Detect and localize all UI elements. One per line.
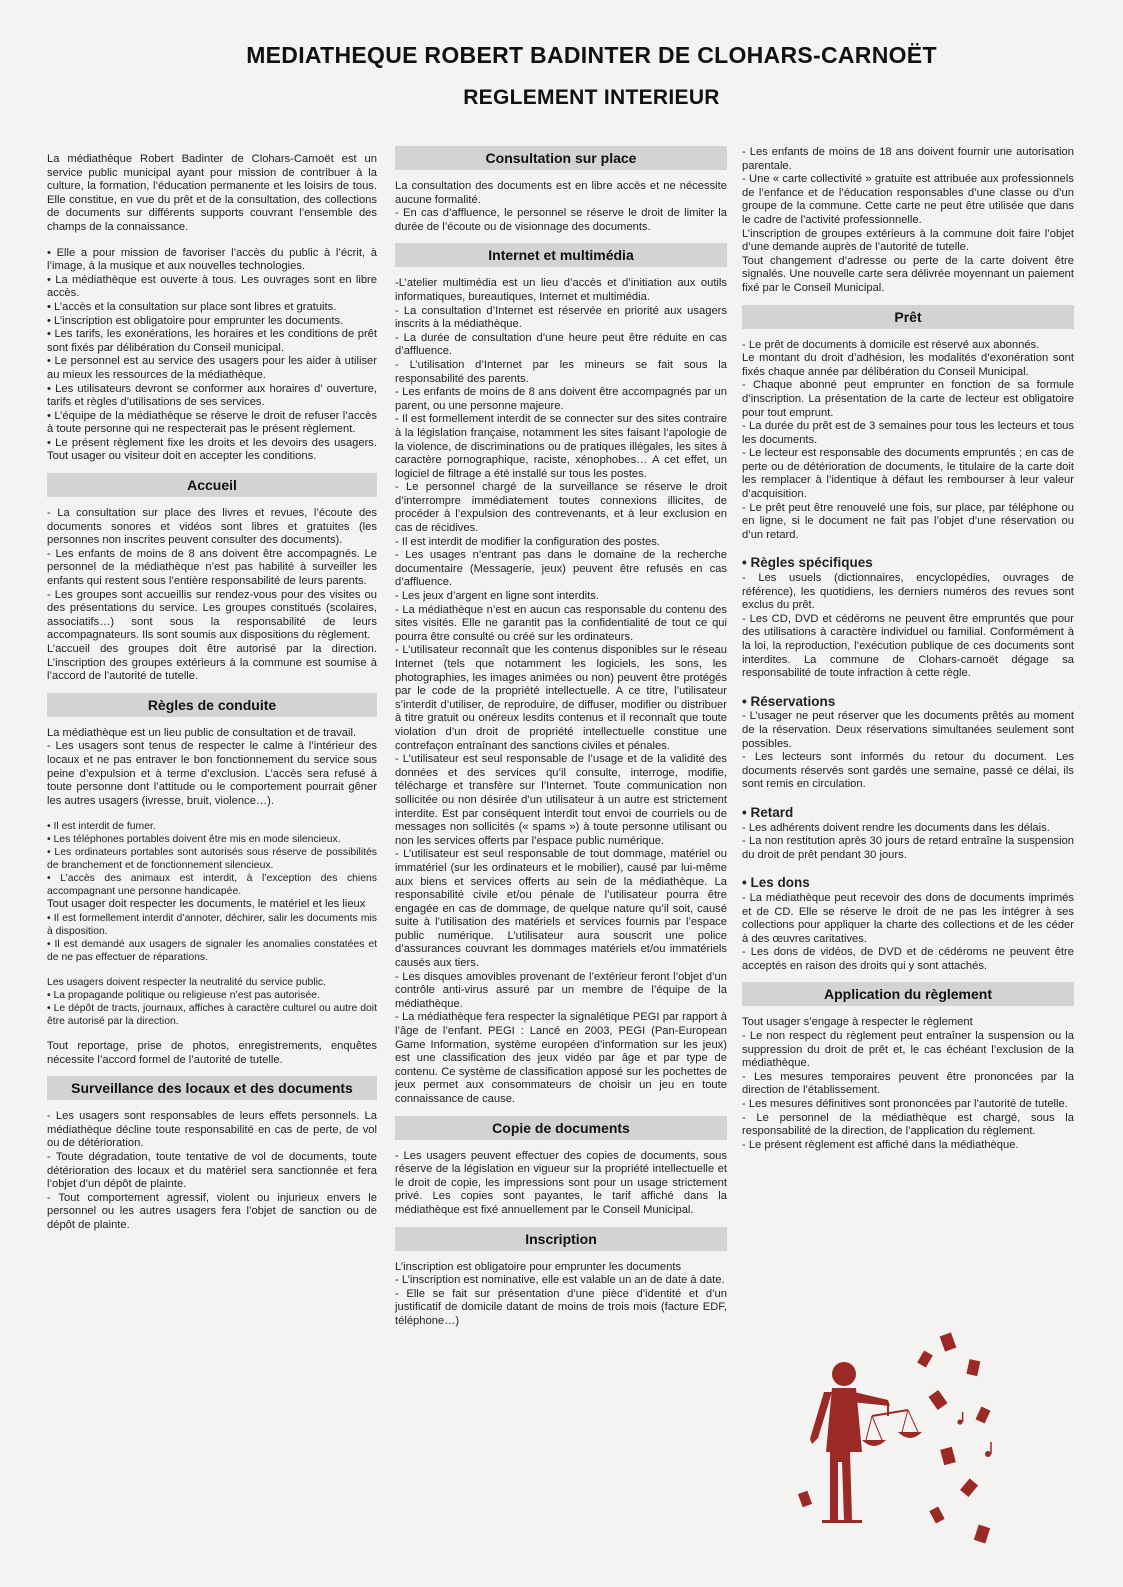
list-item: - Le non respect du règlement peut entraîner la suspension ou la suppression du droit de prêt et, le cas échéant l’exclusion de la médiathèque. — [742, 1030, 1074, 1070]
paragraph: La médiathèque est un lieu public de consultation et de travail. — [47, 726, 357, 739]
list-item: - La non restitution après 30 jours de retard entraîne la suspension du droit de prêt pendant 30 jours. — [742, 835, 1074, 861]
list-item: - Le prêt de documents à domicile est réservé aux abonnés. — [742, 338, 1040, 351]
section-heading-conduite: Règles de conduite — [47, 693, 377, 717]
list-item: - Le prêt peut être renouvelé une fois, sur place, par téléphone ou en ligne, si le document ne fait pas l’objet d’une réservation ou d’un retard. — [742, 501, 1074, 541]
list-item: - Les adhérents doivent rendre les documents dans les délais. — [742, 821, 1050, 834]
list-item: • Les ordinateurs portables sont autorisés sous réserve de possibilités de branchement et de fonctionnement silencieux. — [47, 847, 377, 872]
list-item: - Toute dégradation, toute tentative de vol de documents, toute détérioration des locaux et du matériel sera sanctionnée et fera l’objet d’un dépôt de plainte. — [47, 1150, 377, 1191]
list-item: • L’accès des animaux est interdit, à l’exception des chiens accompagnant une personne handicapée. — [47, 873, 377, 898]
intro-paragraph: La médiathèque Robert Badinter de Clohars-Carnoët est un service public municipal ayant pour mission de contribuer à la culture, la formation, l’éducation permanente et les loisirs de tous. Elle constitue, en vue du prêt et de la consultation, des collections de documents sur différents supports couvrant l’ensemble des champs de la connaissance. — [47, 153, 377, 233]
section-heading-pret: Prêt — [742, 305, 1074, 329]
subheading-reservations: • Réservations — [742, 693, 836, 709]
section-heading-internet: Internet et multimédia — [395, 243, 727, 267]
list-item: - Les CD, DVD et cédéroms ne peuvent être empruntés que pour des utilisations à caractère individuel ou familial. Conformément à la loi, la reproduction, l’exécution publique de ces documents sont interdites. La commune de Clohars-carnoët dégage sa responsabilité de toute infraction à cette règle. — [742, 612, 1074, 680]
list-item: - Les usuels (dictionnaires, encyclopédies, ouvrages de référence), les quotidiens, les derniers numéros des revues sont exclus du prêt. — [742, 572, 1074, 612]
paragraph: Tout usager doit respecter les documents, le matériel et les lieux — [47, 898, 366, 911]
list-item: - La consultation d’Internet est réservée en priorité aux usagers inscrits à la médiathèque. — [395, 304, 727, 331]
list-item: - Elle se fait sur présentation d’une pièce d’identité et d’un justificatif de domicile datant de moins de trois mois (facture EDF, téléphone…) — [395, 1287, 727, 1327]
list-item: - Il est interdit de modifier la configuration des postes. — [395, 535, 660, 548]
list-item: - L’utilisateur est seul responsable de tout dommage, matériel ou immatériel (sur les ordinateurs et le mobilier), causé par lui-même aux biens et services offerts au sein de la médiathèque. La responsabilité civile et/ou pénale de l’utilisateur pourra être engagée en cas de dommage, de quelque nature qu’il soit, causé suite à l’utilisation des matériels et services fournis par l’espace public numérique. L’utilisateur aura souscrit une police d’assurances couvrant les dommages matériels et/ou immatériels causés aux tiers. — [395, 848, 727, 970]
paragraph: Tout reportage, prise de photos, enregistrements, enquêtes nécessite l’accord formel de l’autorité de tutelle. — [47, 1039, 377, 1066]
paragraph: L’inscription de groupes extérieurs à la commune doit faire l’objet d’une demande auprès de l’autorité de tutelle. — [742, 227, 1074, 254]
list-item: - La consultation sur place des livres et revues, l’écoute des documents sonores et vidéos sont libres et gratuites (les personnes non inscrites peuvent consulter des documents). — [47, 507, 377, 547]
paragraph: Tout changement d’adresse ou perte de la carte doivent être signalés. Une nouvelle carte sera délivrée moyennant un paiement fixé par le Conseil Municipal. — [742, 254, 1074, 294]
list-item: - Le lecteur est responsable des documents empruntés ; en cas de perte ou de détérioration de documents, le titulaire de la carte doit les remplacer à l’identique à défaut les rembourser à leur valeur d’acquisition. — [742, 447, 1074, 501]
paragraph: Le montant du droit d’adhésion, les modalités d’exonération sont fixés chaque année par délibération du Conseil Municipal. — [742, 352, 1074, 378]
list-item: L’accueil des groupes doit être autorisé par la direction. L’inscription des groupes extérieurs à la commune est soumise à l’accord de l’autorité de tutelle. — [47, 643, 377, 683]
list-item: - Le personnel de la médiathèque est chargé, sous la responsabilité de la direction, de l’application du règlement. — [742, 1111, 1074, 1138]
list-item: - Les mesures temporaires peuvent être prononcées par la direction de l’établissement. — [742, 1070, 1074, 1097]
section-heading-accueil: Accueil — [47, 473, 377, 497]
list-item: - Les enfants de moins de 8 ans doivent être accompagnés par un parent, ou une personne majeure. — [395, 386, 727, 412]
list-item: • Les tarifs, les exonérations, les horaires et les conditions de prêt sont fixés par délibération du Conseil municipal. — [47, 328, 377, 354]
list-item: - Le personnel chargé de la surveillance se réserve le droit d’interrompre immédiatement toutes connexions illicites, de procéder à l’expulsion des contrevenants, et à leur exclusion en cas de récidives. — [395, 481, 727, 535]
paragraph: Les usagers doivent respecter la neutralité du service public. — [47, 976, 326, 988]
list-item: • Il est formellement interdit d’annoter, déchirer, salir les documents mis à disposition. — [47, 912, 377, 937]
list-item: • Il est demandé aux usagers de signaler les anomalies constatées et de ne pas effectuer de réparations. — [47, 938, 377, 963]
list-item: - Les lecteurs sont informés du retour du document. Les documents réservés sont gardés une semaine, passé ce délai, ils sont remis en circulation. — [742, 751, 1074, 791]
subheading-regles-specifiques: • Règles spécifiques — [742, 555, 873, 571]
section-heading-consultation: Consultation sur place — [395, 146, 727, 170]
list-item: - La médiathèque fera respecter la signalétique PEGI par rapport à l’âge de l’enfant. PEGI : Lancé en 2003, PEGI (Pan-European Game Information, système européen d’information sur les jeux) est une classification des jeux vidéo par âge et par type de contenu. Ce système de classification apposé sur les pochettes de jeux permet aux consommateurs de choisir un jeu en toute connaissance de cause. — [395, 1011, 727, 1105]
list-item: • Le présent règlement fixe les droits et les devoirs des usagers. Tout usager ou visiteur doit en accepter les conditions. — [47, 436, 377, 463]
column-1 — [47, 153, 377, 1232]
list-item: - Les dons de vidéos, de DVD et de cédéroms ne peuvent être acceptés en raison des droits qui y sont attachés. — [742, 946, 1074, 972]
list-item: - Les groupes sont accueillis sur rendez-vous pour des visites ou des présentations du service. Les groupes constitués (scolaires, associatifs…) sont sous la responsabilité de leurs accompagnateurs. Ils sont soumis aux dispositions du règlement. — [47, 588, 377, 642]
list-item: - L’utilisateur reconnaît que les contenus disponibles sur le réseau Internet (tels que notamment les logiciels, les sons, les photographies, les images animées ou non) peuvent être protégés par le code de la propriété intellectuelle. A ce titre, l’utilisateur s’interdit d’utiliser, de reproduire, de diffuser, modifier ou distribuer à titre gratuit ou onéreux lesdits contenus et il reconnaît que toute violation d’un droit de propriété intellectuelle constitue une contrefaçon entraînant des sanctions civiles et pénales. — [395, 644, 727, 752]
list-item: - Les usagers sont tenus de respecter le calme à l’intérieur des locaux et ne pas entraver le bon fonctionnement du service sous peine d’expulsion et à terme d’exclusion. L’accès sera refusé à toute personne dont l’attitude ou le comportement pourrait gêner les autres usagers (ivresse, bruit, violence…). — [47, 740, 377, 807]
list-item: - Les usages n’entrant pas dans le domaine de la recherche documentaire (Messagerie, jeux) peuvent être refusés en cas d’affluence. — [395, 549, 727, 589]
list-item: • Elle a pour mission de favoriser l’accès du public à l’écrit, à l’image, à la musique et aux nouvelles technologies. — [47, 246, 377, 273]
list-item: -L’atelier multimédia est un lieu d’accès et d’initiation aux outils informatiques, bureautiques, Internet et multimédia. — [395, 277, 727, 303]
figure-with-scale-icon — [792, 1312, 1012, 1564]
list-item: - Tout comportement agressif, violent ou injurieux envers le personnel ou les autres usagers fera l’objet de sanction ou de dépôt de plainte. — [47, 1191, 377, 1231]
list-item: - L’utilisation d’Internet par les mineurs se fait sous la responsabilité des parents. — [395, 358, 727, 385]
list-item: - La médiathèque peut recevoir des dons de documents imprimés et de CD. Elle se réserve le droit de ne pas les intégrer à ses collections pour appliquer la charte des collections et de les céder à des œuvres caritatives. — [742, 891, 1074, 945]
list-item: • L’équipe de la médiathèque se réserve le droit de refuser l’accès à toute personne qui ne respecterait pas le présent règlement. — [47, 409, 377, 436]
list-item: • Le dépôt de tracts, journaux, affiches à caractère culturel ou autre doit être autorisé par la direction. — [47, 1002, 377, 1027]
section-heading-copie: Copie de documents — [395, 1116, 727, 1140]
list-item: - Chaque abonné peut emprunter en fonction de sa formule d’inscription. La présentation de la carte de lecteur est obligatoire pour tout emprunt. — [742, 379, 1074, 419]
list-item: - L’usager ne peut réserver que les documents prêtés au moment de la réservation. Deux réservations simultanées seulement sont possibles. — [742, 710, 1074, 750]
list-item: - Les enfants de moins de 18 ans doivent fournir une autorisation parentale. — [742, 146, 1074, 172]
list-item: - La durée de consultation d’une heure peut être réduite en cas d’affluence. — [395, 331, 727, 358]
paragraph: La consultation des documents est en libre accès et ne nécessite aucune formalité. — [395, 180, 727, 206]
list-item: • Les utilisateurs devront se conformer aux horaires d’ ouverture, tarifs et règles d’utilisations de ses services. — [47, 382, 377, 409]
section-heading-inscription: Inscription — [395, 1227, 727, 1251]
list-item: - La durée du prêt est de 3 semaines pour tous les lecteurs et tous les documents. — [742, 420, 1074, 446]
column-3 — [742, 146, 1074, 1152]
list-item: • Le personnel est au service des usagers pour les aider à utiliser au mieux les ressources de la médiathèque. — [47, 355, 377, 381]
section-heading-surveillance: Surveillance des locaux et des documents — [47, 1076, 377, 1100]
list-item: - La médiathèque n’est en aucun cas responsable du contenu des sites visités. Elle ne garantit pas la confidentialité de tout ce qui pourra être consulté ou créé sur les ordinateurs. — [395, 603, 727, 643]
list-item: - Les disques amovibles provenant de l’extérieur feront l’objet d’un contrôle anti-virus assuré par un membre de l’équipe de la médiathèque. — [395, 970, 727, 1010]
list-item: - Les usagers peuvent effectuer des copies de documents, sous réserve de la législation en vigueur sur la propriété intellectuelle et le droit de copie, les impressions sont pour un usage strictement privé. Les copies sont payantes, le tarif affiché dans la médiathèque est fixé annuellement par le Conseil Municipal. — [395, 1149, 727, 1216]
list-item: - Les mesures définitives sont prononcées par l’autorité de tutelle. — [742, 1098, 1068, 1111]
list-item: • L’inscription est obligatoire pour emprunter les documents. — [47, 314, 344, 327]
list-item: - Une « carte collectivité » gratuite est attribuée aux professionnels de l’enfance et de l’éducation responsables d’une classe ou d’un groupe de la commune. Cette carte ne peut être utilisée que dans le cadre de l’activité professionnelle. — [742, 173, 1074, 226]
document-subtitle: REGLEMENT INTERIEUR — [463, 86, 720, 109]
paragraph: Tout usager s’engage à respecter le règlement — [742, 1016, 973, 1029]
list-item: - Les jeux d’argent en ligne sont interdits. — [395, 590, 599, 603]
paragraph: L’inscription est obligatoire pour emprunter les documents — [395, 1260, 682, 1273]
list-item: - L’inscription est nominative, elle est valable un an de date à date. — [395, 1274, 725, 1287]
list-item: • La médiathèque est ouverte à tous. Les ouvrages sont en libre accès. — [47, 273, 377, 300]
list-item: - En cas d’affluence, le personnel se réserve le droit de limiter la durée de l’écoute ou de visionnage des documents. — [395, 207, 727, 233]
section-heading-application: Application du règlement — [742, 982, 1074, 1006]
list-item: - Le présent règlement est affiché dans la médiathèque. — [742, 1138, 1019, 1151]
column-2 — [395, 146, 727, 1329]
subheading-dons: • Les dons — [742, 875, 810, 891]
list-item: • La propagande politique ou religieuse n’est pas autorisée. — [47, 989, 320, 1001]
list-item: • L’accès et la consultation sur place sont libres et gratuits. — [47, 300, 337, 313]
list-item: • Les téléphones portables doivent être mis en mode silencieux. — [47, 834, 341, 846]
list-item: - Les enfants de moins de 8 ans doivent être accompagnés. Le personnel de la médiathèque n’est pas habilité à surveiller les enfants qui restent sous l’entière responsabilité de leurs parents. — [47, 547, 377, 588]
subheading-retard: • Retard — [742, 804, 794, 820]
document-title: MEDIATHEQUE ROBERT BADINTER DE CLOHARS-CARNOËT — [246, 42, 937, 68]
list-item: • Il est interdit de fumer. — [47, 821, 156, 833]
list-item: - Il est formellement interdit de se connecter sur des sites contraire à la législation française, notamment les sites faisant l’apologie de la violence, de discriminations ou de pratiques illégales, les sites à caractère pornographique, raciste, xénophobes… A cet effet, un logiciel de filtrage a été installé sur tous les postes. — [395, 413, 727, 480]
list-item: - L’utilisateur est seul responsable de l’usage et de la validité des données et des services qu’il consulte, interroge, modifie, télécharge et transfère sur l’Internet. Toute communication non sollicitée ou non désirée d’un utilisateur à un autre est strictement interdite. Est par conséquent interdit tout envoi de courriels ou de messages non sollicités (« spams ») à toute personne utilisant ou non les services offerts par l’espace public numérique. — [395, 753, 727, 847]
list-item: - Les usagers sont responsables de leurs effets personnels. La médiathèque décline toute responsabilité en cas de perte, de vol ou de détérioration. — [47, 1110, 377, 1150]
